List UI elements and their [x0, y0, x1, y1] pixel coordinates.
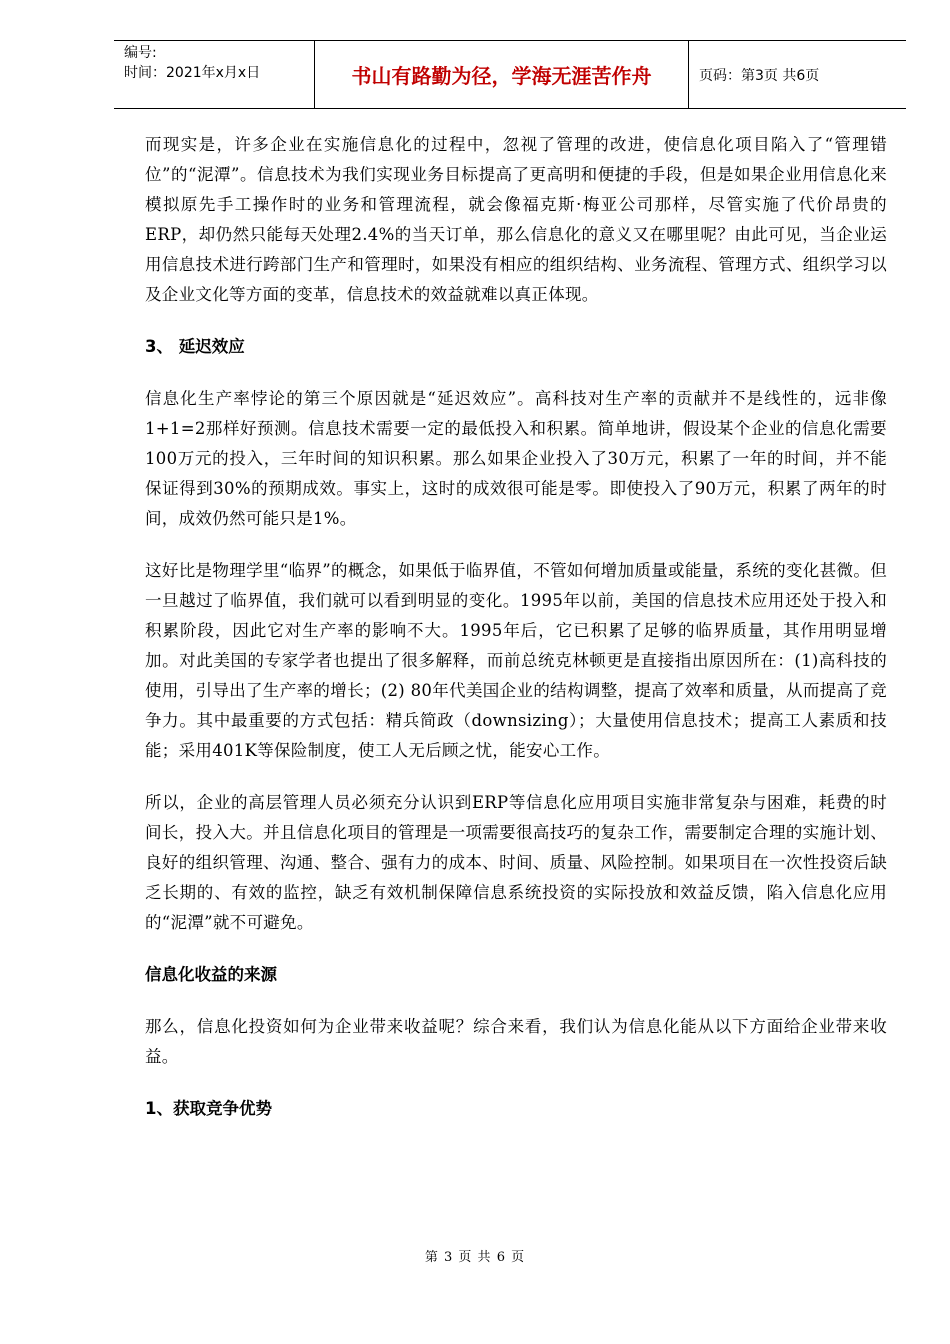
time-label: 时间：2021年x月x日 [124, 65, 261, 81]
document-body [145, 130, 887, 1124]
header-page-info: 页码：第3页 共6页 [699, 67, 820, 84]
section-heading: 3、 延迟效应 [145, 337, 245, 356]
number-label: 编号: [124, 45, 157, 61]
page-footer: 第 3 页 共 6 页 [424, 1250, 526, 1265]
header-motto: 书山有路勤为径，学海无涯苦作舟 [314, 41, 689, 108]
paragraph: 所以，企业的高层管理人员必须充分认识到ERP等信息化应用项目实施非常复杂与困难，耗费的时间长，投入大。并且信息化项目的管理是一项需要很高技巧的复杂工作，需要制定合理的实施计划、良好的组织管理、沟通、整合、强有力的成本、时间、质量、风险控制。如果项目在一次性投资后缺乏长期的、有效的监控，缺乏有效机制保障信息系统投资的实际投放和效益反馈，陷入信息化应用的“泥潭”就不可避免。 [145, 793, 887, 932]
paragraph: 而现实是，许多企业在实施信息化的过程中，忽视了管理的改进，使信息化项目陷入了“管理错位”的“泥潭”。信息技术为我们实现业务目标提高了更高明和便捷的手段，但是如果企业用信息化来模拟原先手工操作时的业务和管理流程，就会像福克斯·梅亚公司那样，尽管实施了代价昂贵的ERP，却仍然只能每天处理2.4%的当天订单，那么信息化的意义又在哪里呢？由此可见，当企业运用信息技术进行跨部门生产和管理时，如果没有相应的组织结构、业务流程、管理方式、组织学习以及企业文化等方面的变革，信息技术的效益就难以真正体现。 [145, 135, 887, 304]
paragraph: 那么，信息化投资如何为企业带来收益呢？综合来看，我们认为信息化能从以下方面给企业带来收益。 [145, 1017, 887, 1066]
paragraph: 这好比是物理学里“临界”的概念，如果低于临界值，不管如何增加质量或能量，系统的变化甚微。但一旦越过了临界值，我们就可以看到明显的变化。1995年以前，美国的信息技术应用还处于投入和积累阶段，因此它对生产率的影响不大。1995年后，它已积累了足够的临界质量，其作用明显增加。对此美国的专家学者也提出了很多解释，而前总统克林顿更是直接指出原因所在：(1)高科技的使用，引导出了生产率的增长；(2) 80年代美国企业的结构调整，提高了效率和质量，从而提高了竞争力。其中最重要的方式包括：精兵简政（downsizing）；大量使用信息技术；提高工人素质和技能；采用401K等保险制度，使工人无后顾之忧，能安心工作。 [145, 561, 887, 760]
section-heading: 信息化收益的来源 [145, 965, 277, 984]
page-header [114, 40, 906, 109]
header-meta [114, 41, 314, 108]
paragraph: 信息化生产率悖论的第三个原因就是“延迟效应”。高科技对生产率的贡献并不是线性的，远非像1+1=2那样好预测。信息技术需要一定的最低投入和积累。简单地讲，假设某个企业的信息化需要100万元的投入，三年时间的知识积累。那么如果企业投入了30万元，积累了一年的时间，并不能保证得到30%的预期成效。事实上，这时的成效很可能是零。即使投入了90万元，积累了两年的时间，成效仍然可能只是1%。 [145, 389, 887, 528]
section-heading: 1、获取竞争优势 [145, 1099, 272, 1118]
